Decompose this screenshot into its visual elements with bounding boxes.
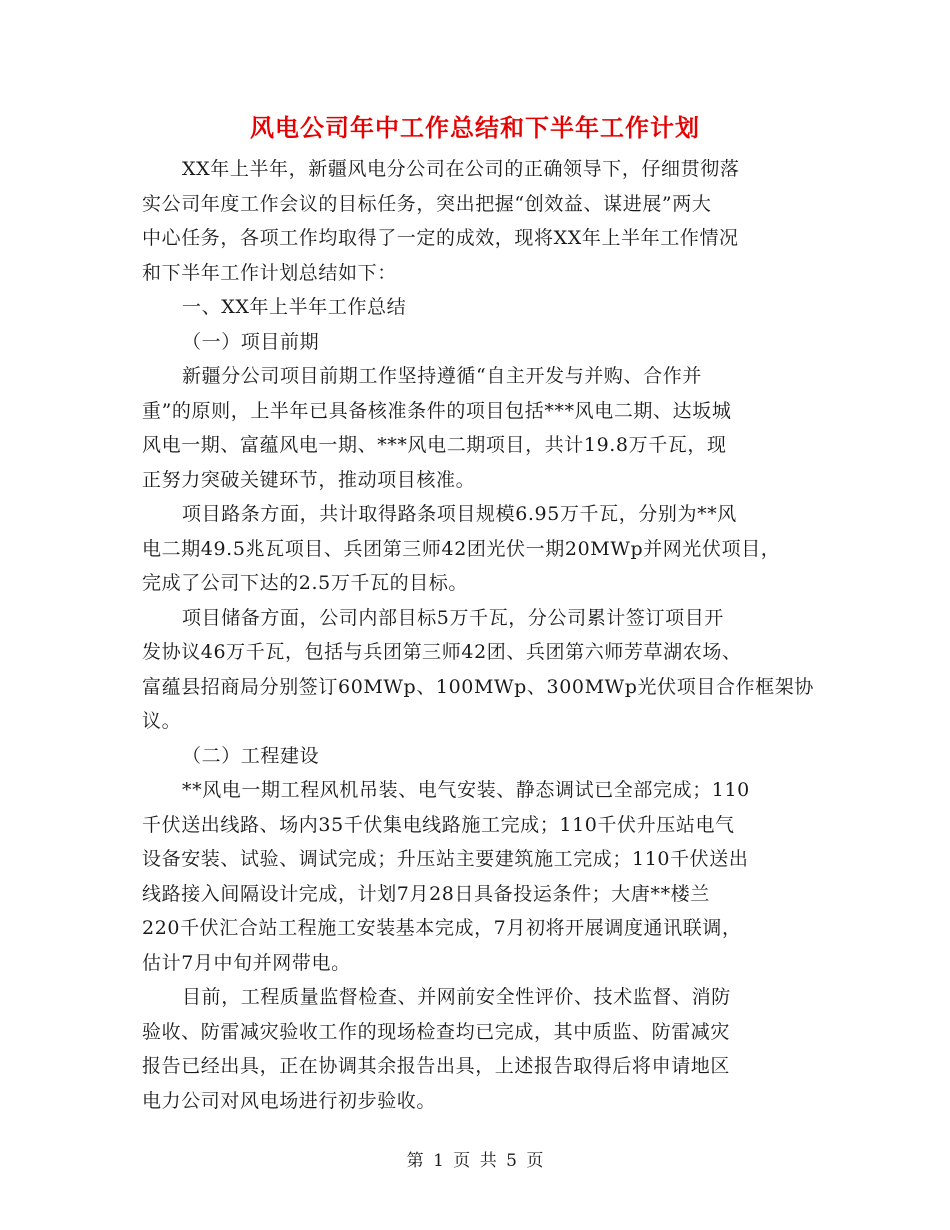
body-line: 发协议46万千瓦，包括与兵团第三师42团、兵团第六师芳草湖农场、 — [142, 641, 742, 663]
body-line: 正努力突破关键环节，推动项目核准。 — [142, 468, 476, 491]
body-line: 设备安装、试验、调试完成；升压站主要建筑施工完成；110千伏送出 — [142, 848, 749, 870]
section-heading: 一、XX年上半年工作总结 — [182, 296, 407, 318]
body-line: 验收、防雷减灾验收工作的现场检查均已完成，其中质监、防雷减灾 — [142, 1020, 731, 1043]
body-line: **风电一期工程风机吊装、电气安装、静态调试已全部完成；110 — [182, 779, 750, 801]
body-line: 估计7月中旬并网带电。 — [142, 951, 351, 974]
subsection-heading: （一）项目前期 — [182, 330, 320, 353]
body-line: 新疆分公司项目前期工作坚持遵循“自主开发与并购、合作并 — [182, 365, 702, 387]
body-line: 和下半年工作计划总结如下： — [142, 261, 397, 284]
body-line: 项目路条方面，共计取得路条项目规模6.95万千瓦，分别为**风 — [182, 503, 737, 525]
body-line: 电二期49.5兆瓦项目、兵团第三师42团光伏一期20MWp并网光伏项目， — [142, 537, 781, 560]
document-title: 风电公司年中工作总结和下半年工作计划 — [250, 113, 700, 142]
body-line: 风电一期、富蕴风电一期、***风电二期项目，共计19.8万千瓦，现 — [142, 434, 727, 456]
body-line: 重”的原则，上半年已具备核准条件的项目包括***风电二期、达坂城 — [142, 399, 732, 422]
body-line: 富蕴县招商局分别签订60MWp、100MWp、300MWp光伏项目合作框架协 — [142, 675, 814, 698]
body-line: 报告已经出具，正在协调其余报告出具，上述报告取得后将申请地区 — [142, 1055, 731, 1077]
body-line: 电力公司对风电场进行初步验收。 — [142, 1089, 437, 1112]
body-line: 线路接入间隔设计完成，计划7月28日具备投运条件；大唐**楼兰 — [142, 882, 710, 905]
body-line: 中心任务，各项工作均取得了一定的成效，现将XX年上半年工作情况 — [142, 227, 739, 249]
body-line: XX年上半年，新疆风电分公司在公司的正确领导下，仔细贯彻落 — [182, 158, 740, 180]
body-line: 220千伏汇合站工程施工安装基本完成，7月初将开展调度通讯联调， — [142, 917, 742, 939]
body-line: 项目储备方面，公司内部目标5万千瓦，分公司累计签订项目开 — [182, 606, 724, 629]
document-body — [142, 152, 822, 1118]
body-line: 千伏送出线路、场内35千伏集电线路施工完成；110千伏升压站电气 — [142, 813, 735, 836]
page-number: 第 1 页 共 5 页 — [406, 1151, 544, 1171]
body-line: 议。 — [142, 710, 182, 732]
body-line: 目前，工程质量监督检查、并网前安全性评价、技术监督、消防 — [182, 986, 731, 1008]
body-line: 实公司年度工作会议的目标任务，突出把握“创效益、谋进展”两大 — [142, 192, 712, 215]
body-line: 完成了公司下达的2.5万千瓦的目标。 — [142, 572, 469, 594]
subsection-heading: （二）工程建设 — [182, 744, 320, 767]
